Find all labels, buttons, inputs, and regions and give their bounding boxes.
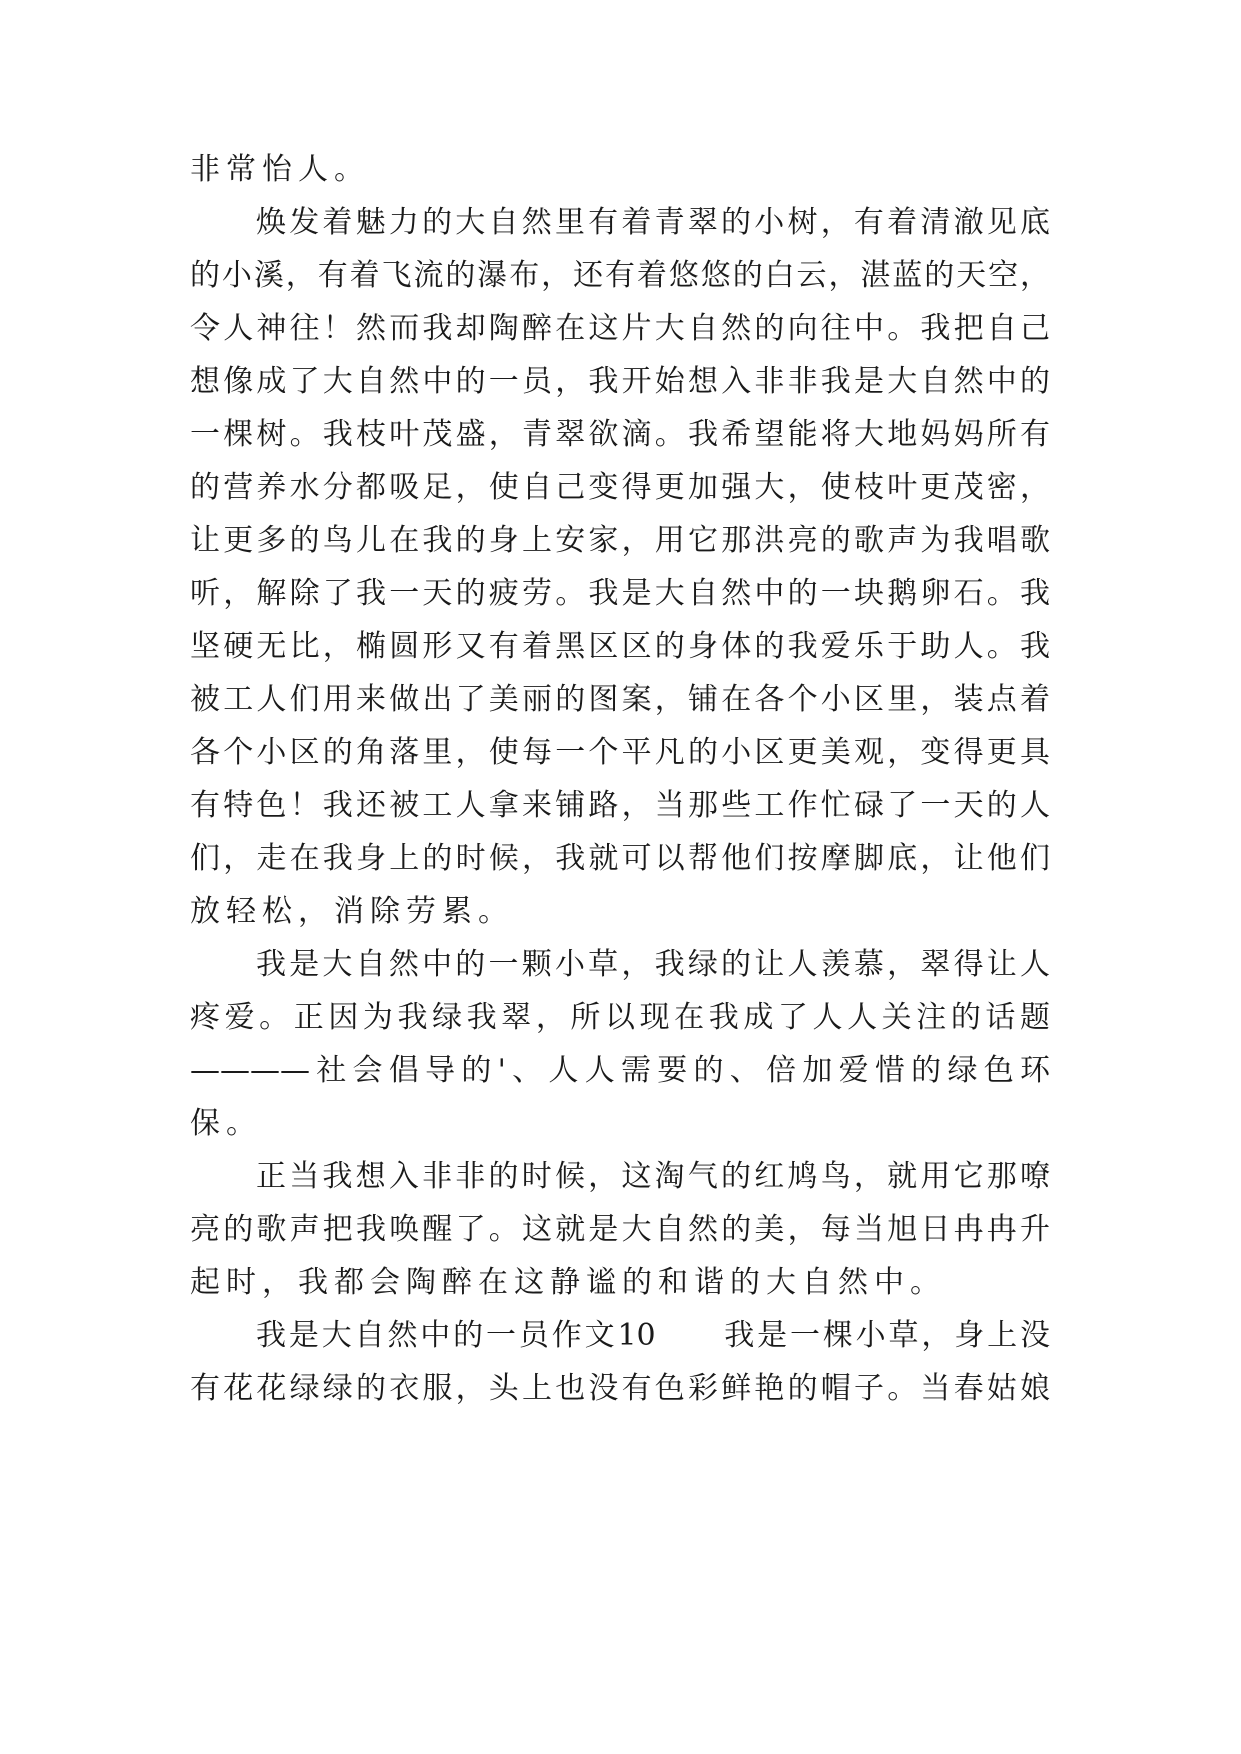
text-line: 坚硬无比，椭圆形又有着黑区区的身体的我爱乐于助人。我: [190, 629, 1050, 664]
text-line: 令人神往！然而我却陶醉在这片大自然的向往中。我把自己: [190, 311, 1050, 346]
text-line: 被工人们用来做出了美丽的图案，铺在各个小区里，装点着: [190, 682, 1050, 717]
text-line: 保。: [190, 1106, 262, 1141]
text-line: 的小溪，有着飞流的瀑布，还有着悠悠的白云，湛蓝的天空，: [190, 258, 1050, 293]
text-line: 想像成了大自然中的一员，我开始想入非非我是大自然中的: [190, 364, 1050, 399]
text-line: 亮的歌声把我唤醒了。这就是大自然的美，每当旭日冉冉升: [190, 1212, 1050, 1247]
text-line: 一棵树。我枝叶茂盛，青翠欲滴。我希望能将大地妈妈所有: [190, 417, 1050, 452]
paragraph-first-line: 焕发着魅力的大自然里有着青翠的小树，有着清澈见底: [256, 205, 1050, 240]
text-line: 放轻松，消除劳累。: [190, 894, 514, 929]
text-line: 非常怡人。: [190, 152, 370, 187]
text-line: 听，解除了我一天的疲劳。我是大自然中的一块鹅卵石。我: [190, 576, 1050, 611]
text-line: 起时，我都会陶醉在这静谧的和谐的大自然中。: [190, 1265, 946, 1300]
paragraph-first-line: 我是大自然中的一颗小草，我绿的让人羡慕，翠得让人: [256, 947, 1050, 982]
text-line: 疼爱。正因为我绿我翠，所以现在我成了人人关注的话题: [190, 1000, 1050, 1035]
text-line: 的营养水分都吸足，使自己变得更加强大，使枝叶更茂密，: [190, 470, 1050, 505]
text-line: 有花花绿绿的衣服，头上也没有色彩鲜艳的帽子。当春姑娘: [190, 1371, 1050, 1406]
paragraph-first-line: 我是大自然中的一员作文10 我是一棵小草，身上没: [256, 1318, 1050, 1353]
text-line: 各个小区的角落里，使每一个平凡的小区更美观，变得更具: [190, 735, 1050, 770]
text-line: ————社会倡导的'、人人需要的、倍加爱惜的绿色环: [190, 1053, 1050, 1088]
text-line: 让更多的鸟儿在我的身上安家，用它那洪亮的歌声为我唱歌: [190, 523, 1050, 558]
paragraph-first-line: 正当我想入非非的时候，这淘气的红鸠鸟，就用它那嘹: [256, 1159, 1050, 1194]
text-line: 们，走在我身上的时候，我就可以帮他们按摩脚底，让他们: [190, 841, 1050, 876]
text-line: 有特色！我还被工人拿来铺路，当那些工作忙碌了一天的人: [190, 788, 1050, 823]
